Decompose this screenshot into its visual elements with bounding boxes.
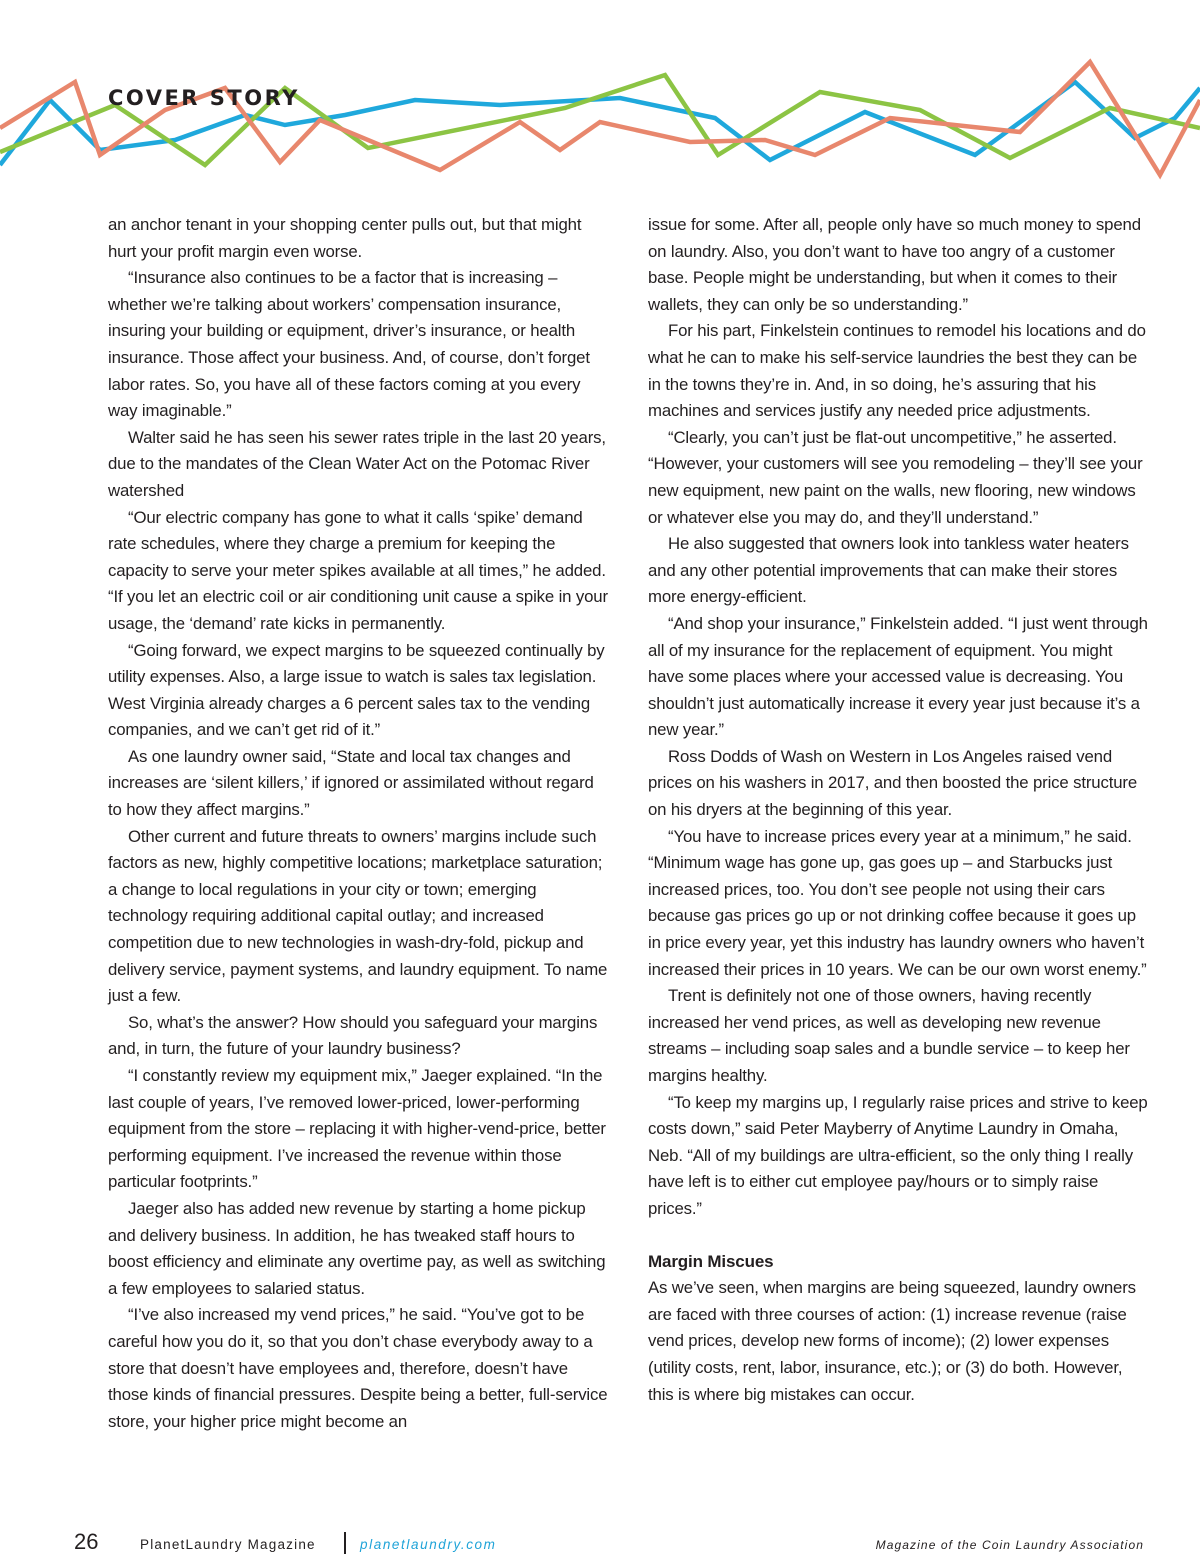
paragraph: “I constantly review my equipment mix,” Jaeger explained. “In the last couple of years, I’ve removed lower-priced, lower-performing equipment from the store – replacing it with higher-vend-price, better performing equipment. I’ve increased the revenue within those particular footprints.” [108,1066,606,1192]
footer-divider [344,1532,346,1554]
paragraph: “And shop your insurance,” Finkelstein added. “I just went through all of my insurance for the replacement of equipment. You might have some places where your accessed value is decreasing. You shouldn’t just automatically increase it every year just because it’s a new year.” [648,613,1148,740]
paragraph: Ross Dodds of Wash on Western in Los Angeles raised vend prices on his washers in 2017, and then boosted the price structure on his dryers at the beginning of this year. [648,746,1138,820]
paragraph: “You have to increase prices every year at a minimum,” he said. “Minimum wage has gone up, gas goes up – and Starbucks just increased prices, too. You don’t see people not using their cars because gas prices go up or not drinking coffee because it goes up in price every year, yet this industry has laundry owners who haven’t increased their prices in 10 years. We can be our own worst enemy.” [648,826,1147,979]
paragraph: “Clearly, you can’t just be flat-out uncompetitive,” he asserted. “However, your customers will see you remodeling – they’ll see your new equipment, new paint on the walls, new flooring, new windows or whatever else you may do, and they’ll understand.” [648,427,1143,527]
paragraph: an anchor tenant in your shopping center pulls out, but that might hurt your profit margin even worse. [108,215,582,261]
magazine-name: PlanetLaundry Magazine [140,1537,316,1552]
paragraph: Jaeger also has added new revenue by starting a home pickup and delivery business. In addition, he has tweaked staff hours to boost efficiency and eliminate any overtime pay, as well as switching a few employees to salaried status. [108,1198,606,1298]
website-link[interactable]: planetlaundry.com [360,1537,497,1552]
paragraph: “Insurance also continues to be a factor that is increasing – whether we’re talking about workers’ compensation insurance, insuring your building or equipment, driver’s insurance, or health insurance. Those affect your business. And, of course, don’t forget labor rates. So, you have all of these factors coming at you every way imaginable.” [108,268,590,421]
right-column [648,212,1150,1408]
subhead: Margin Miscues [648,1251,774,1271]
left-column [108,212,608,1435]
paragraph: Walter said he has seen his sewer rates triple in the last 20 years, due to the mandates of the Clean Water Act on the Potomac River watershed [108,427,606,500]
paragraph: So, what’s the answer? How should you safeguard your margins and, in turn, the future of your laundry business? [108,1012,598,1059]
paragraph: As one laundry owner said, “State and local tax changes and increases are ‘silent killers,’ if ignored or assimilated without regard to how they affect margins.” [108,746,594,820]
paragraph: As we’ve seen, when margins are being squeezed, laundry owners are faced with three courses of action: (1) increase revenue (raise vend prices, develop new forms of income); (2) lower expenses (utility costs, rent, labor, insurance, etc.); or (3) do both. However, this is where big mistakes can occur. [648,1278,1136,1404]
paragraph: He also suggested that owners look into tankless water heaters and any other potential improvements that can make their stores more energy-efficient. [648,534,1129,607]
association-tagline: Magazine of the Coin Laundry Association [875,1538,1144,1552]
paragraph: For his part, Finkelstein continues to remodel his locations and do what he can to make his self-service laundries the best they can be in the towns they’re in. And, in so doing, he’s assuring that his machines and services justify any needed price adjustments. [648,321,1146,421]
paragraph: Other current and future threats to owners’ margins include such factors as new, highly competitive locations; marketplace saturation; a change to local regulations in your city or town; emerging technology requiring additional capital outlay; and increased competition due to new technologies in wash-dry-fold, pickup and delivery service, payment systems, and laundry equipment. To name just a few. [108,826,608,1006]
paragraph: “Our electric company has gone to what it calls ‘spike’ demand rate schedules, where they charge a premium for keeping the capacity to serve your meter spikes available at all times,” he added. “If you let an electric coil or air conditioning unit cause a spike in your usage, the ‘demand’ rate kicks in permanently. [108,507,608,633]
paragraph: “Going forward, we expect margins to be squeezed continually by utility expenses. Also, a large issue to watch is sales tax legislation. West Virginia already charges a 6 percent sales tax to the vending companies, and we can’t get rid of it.” [108,640,605,740]
page-number: 26 [74,1529,99,1554]
paragraph: “I’ve also increased my vend prices,” he said. “You’ve got to be careful how you do it, so that you don’t chase everybody away to a store that doesn’t have employees and, therefore, doesn’t have those kinds of financial pressures. Despite being a better, full-service store, your higher price might become an [108,1305,608,1431]
paragraph: “To keep my margins up, I regularly raise prices and strive to keep costs down,” said Peter Mayberry of Anytime Laundry in Omaha, Neb. “All of my buildings are ultra-efficient, so the only thing I really have left is to either cut employee pay/hours or to simply raise prices.” [648,1092,1148,1218]
paragraph: Trent is definitely not one of those owners, having recently increased her vend prices, as well as developing new revenue streams – including soap sales and a bundle service – to keep her margins healthy. [648,986,1130,1085]
paragraph: issue for some. After all, people only have so much money to spend on laundry. Also, you don’t want to have too angry of a customer base. People might be understanding, but when it comes to their wallets, they can only be so understanding.” [648,215,1141,314]
section-label: COVER STORY [108,86,300,110]
salmon-zigzag-line [0,62,1200,175]
